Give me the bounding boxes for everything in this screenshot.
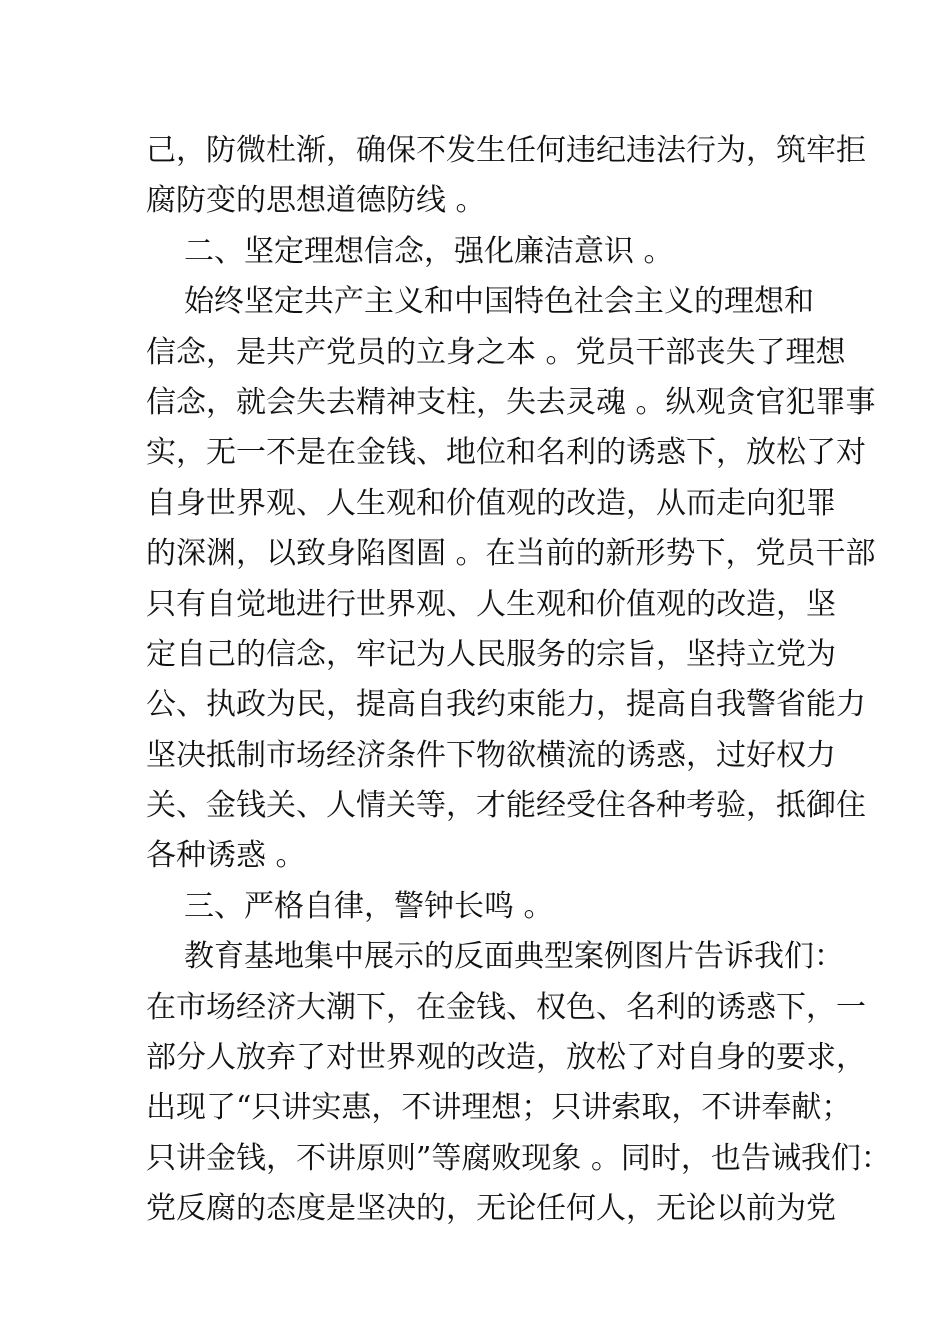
text-line: 的深渊，以致身陷图圄 。在当前的新形势下，党员干部 xyxy=(146,536,876,572)
text-line: 三、严格自律，警钟长鸣 。 xyxy=(184,888,554,924)
text-line: 只讲金钱，不讲原则”等腐败现象 。同时，也告诫我们： xyxy=(146,1140,891,1176)
text-line: 定自己的信念，牢记为人民服务的宗旨，坚持立党为 xyxy=(146,636,836,672)
text-line: 二、坚定理想信念，强化廉洁意识 。 xyxy=(184,233,674,269)
text-line: 实，无一不是在金钱、地位和名利的诱惑下，放松了对 xyxy=(146,435,866,471)
text-line: 党反腐的态度是坚决的，无论任何人，无论以前为党 xyxy=(146,1191,836,1227)
text-line: 出现了“只讲实惠，不讲理想；只讲索取，不讲奉献； xyxy=(146,1090,852,1126)
text-line: 自身世界观、人生观和价值观的改造，从而走向犯罪 xyxy=(146,485,836,521)
text-line: 部分人放弃了对世界观的改造，放松了对自身的要求， xyxy=(146,1040,866,1076)
text-line: 教育基地集中展示的反面典型案例图片告诉我们： xyxy=(184,939,844,975)
text-line: 坚决抵制市场经济条件下物欲横流的诱惑，过好权力 xyxy=(146,737,836,773)
text-line: 在市场经济大潮下，在金钱、权色、名利的诱惑下，一 xyxy=(146,989,866,1025)
text-line: 只有自觉地进行世界观、人生观和价值观的改造，坚 xyxy=(146,586,836,622)
text-line: 公、执政为民，提高自我约束能力，提高自我警省能力 xyxy=(146,687,866,723)
text-line: 关、金钱关、人情关等，才能经受住各种考验，抵御住 xyxy=(146,788,866,824)
text-line: 各种诱惑 。 xyxy=(146,838,306,874)
document-body-text xyxy=(146,126,891,1235)
text-line: 信念，是共产党员的立身之本 。党员干部丧失了理想 xyxy=(146,334,846,370)
text-line: 己，防微杜渐，确保不发生任何违纪违法行为，筑牢拒 xyxy=(146,133,866,168)
text-line: 信念，就会失去精神支柱，失去灵魂 。纵观贪官犯罪事 xyxy=(146,384,876,420)
text-line: 腐防变的思想道德防线 。 xyxy=(146,183,486,219)
text-line: 始终坚定共产主义和中国特色社会主义的理想和 xyxy=(184,284,814,320)
